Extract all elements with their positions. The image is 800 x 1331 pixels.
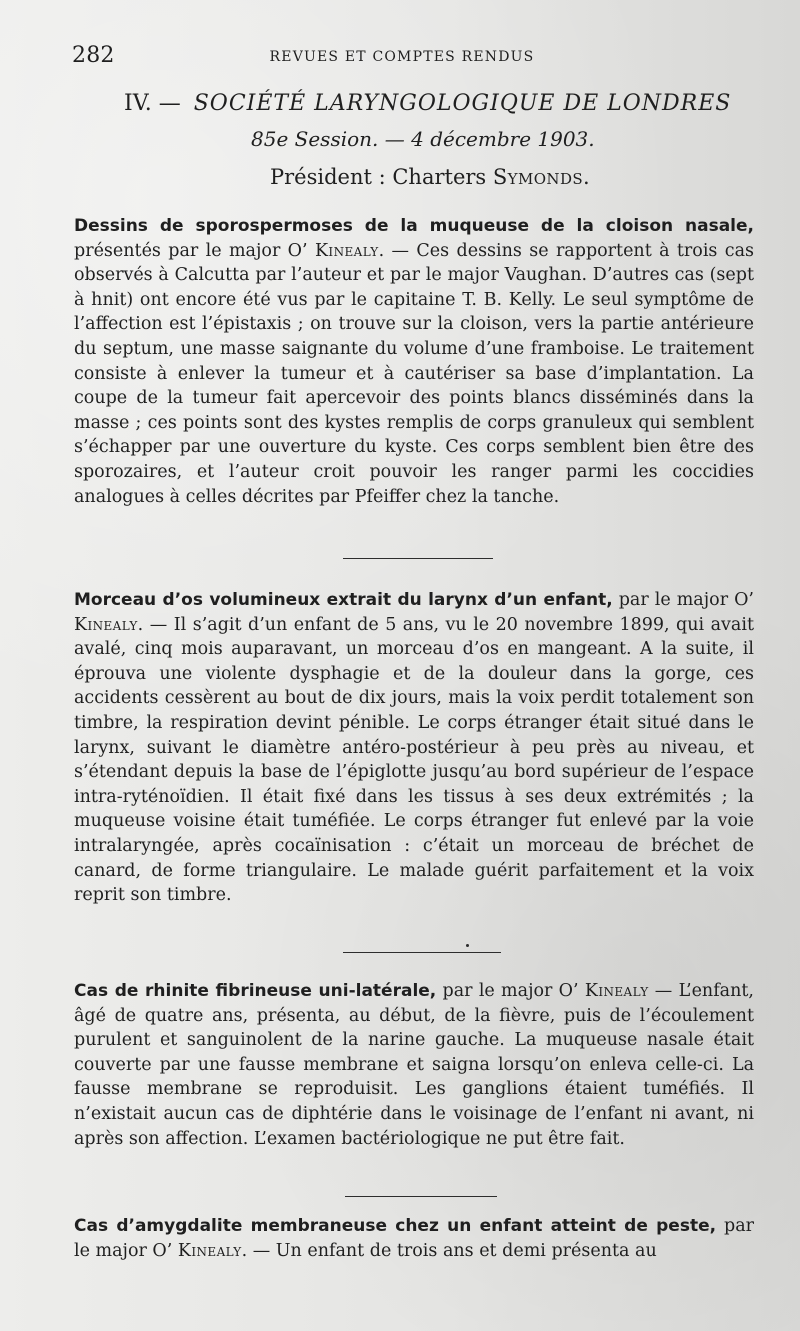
report-paragraph-4 xyxy=(74,1214,754,1263)
section-divider-2 xyxy=(343,952,501,953)
president-line xyxy=(270,165,630,189)
report-paragraph-3 xyxy=(74,979,754,1151)
report-body-2: . — Il s’agit d’un enfant de 5 ans, vu le 20 novembre 1899, qui avait avalé, cinq mois auparavant, un morceau d’os en mangeant. A la suite, il éprouva une violente dysphagie et de la douleur dans la gorge, ces accidents cessèrent au bout de dix jours, mais la voix perdit totalement son timbre, la respiration devint pénible. Le corps étranger était situé dans le larynx, suivant le diamètre antéro-postérieur à peu près au niveau, et s’étendant depuis la base de l’épiglotte jusqu’au bord supérieur de l’espace intra-ryténoïdien. Il était fixé dans les tissus à ses deux extrémités ; la muqueuse voisine était tuméfiée. Le corps étranger fut enlevé par la voie intralaryngée, après cocaïnisation : c’était un morceau de bréchet de canard, de forme triangulaire. Le malade guérit parfaitement et la voix reprit son timbre. xyxy=(74,614,754,906)
divider-dot xyxy=(466,944,469,947)
report-intro-2: par le major O’ xyxy=(612,590,754,610)
report-paragraph-2 xyxy=(74,588,754,908)
report-heading-3: Cas de rhinite fibrineuse uni-latérale, xyxy=(74,981,437,1001)
section-divider-3 xyxy=(345,1196,497,1197)
report-body-3: — L’enfant, âgé de quatre ans, présenta, au début, de la fièvre, puis de l’écoulement purulent et sanguinolent de la narine gauche. La muqueuse nasale était couverte par une fausse membrane et saigna lorsqu’on enleva celle-ci. La fausse membrane se reproduisit. Les ganglions étaient tuméfiés. Il n’existait aucun cas de diphtérie dans le voisinage de l’enfant ni avant, ni après son affection. L’examen bactériologique ne put être fait. xyxy=(74,981,754,1149)
report-author-4: Kinealy xyxy=(177,1240,242,1261)
society-title xyxy=(124,90,732,118)
president-name: Symonds. xyxy=(492,165,591,189)
report-intro-1: présentés par le major O’ xyxy=(74,240,315,261)
page-number: 282 xyxy=(72,43,115,68)
session-line xyxy=(251,127,595,151)
president-label: Président : Charters xyxy=(270,165,487,189)
session-label: 85e Session. xyxy=(251,127,379,151)
report-author-1: Kinealy xyxy=(314,240,379,261)
page-header xyxy=(72,45,732,71)
report-author-2: Kinealy xyxy=(74,614,138,635)
society-name: SOCIÉTÉ LARYNGOLOGIQUE DE LONDRES xyxy=(193,91,732,116)
report-heading-4: Cas d’amygdalite membraneuse chez un enfant atteint de peste, xyxy=(74,1216,717,1236)
report-intro-4: par le major O’ xyxy=(74,1216,754,1261)
running-title: REVUES ET COMPTES RENDUS xyxy=(269,49,535,65)
report-heading-2: Morceau d’os volumineux extrait du larynx d’un enfant, xyxy=(74,590,613,610)
report-intro-3: par le major O’ xyxy=(436,981,585,1001)
session-date: — 4 décembre 1903. xyxy=(384,127,595,151)
report-body-4: . — Un enfant de trois ans et demi présenta au xyxy=(241,1240,657,1261)
section-numeral: IV. — xyxy=(124,91,181,116)
report-author-3: Kinealy xyxy=(584,981,649,1001)
report-heading-1: Dessins de sporospermoses de la muqueuse de la cloison nasale, xyxy=(74,216,754,236)
section-divider-1 xyxy=(343,558,493,559)
report-body-1: . — Ces dessins se rapportent à trois cas observés à Calcutta par l’auteur et par le major Vaughan. D’autres cas (sept à hnit) ont encore été vus par le capitaine T. B. Kelly. Le seul symptôme de l’affection est l’épistaxis ; on trouve sur la cloison, vers la partie antérieure du septum, une masse saignante du volume d’une framboise. Le traitement consiste à enlever la tumeur et à cautériser sa base d’implantation. La coupe de la tumeur fait apercevoir des points blancs disséminés dans la masse ; ces points sont des kystes remplis de corps granuleux qui semblent s’échapper par une ouverture du kyste. Ces corps semblent bien être des sporozaires, et l’auteur croit pouvoir les ranger parmi les coccidies analogues à celles décrites par Pfeiffer chez la tanche. xyxy=(74,240,754,507)
report-paragraph-1 xyxy=(74,214,754,509)
